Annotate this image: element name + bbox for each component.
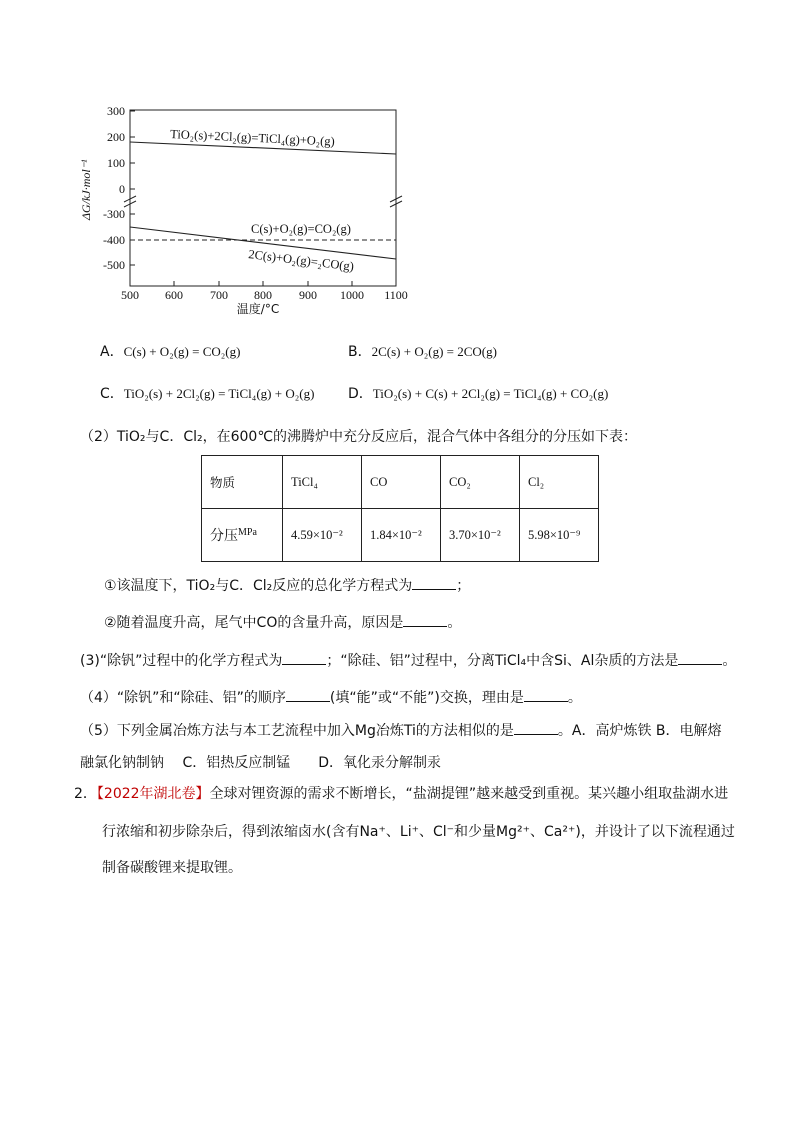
q2-sub2 <box>104 612 461 632</box>
q3-part3: 。 <box>722 653 737 669</box>
source-tag: 【2022年湖北卷】 <box>96 786 210 802</box>
option-a-letter: A． <box>100 344 124 360</box>
table-row-label <box>202 509 283 562</box>
q5-line1-options: 。A．高炉炼铁 B．电解熔 <box>557 723 722 739</box>
row-label-text: 分压 <box>210 528 238 544</box>
x-tick-1100: 1100 <box>384 288 408 302</box>
problem2-line1 <box>74 783 728 803</box>
table-header-cell: Cl₂ <box>520 456 599 509</box>
table-row <box>202 509 599 562</box>
problem-number: 2． <box>74 786 97 802</box>
q2-sub1-end: ； <box>456 578 471 594</box>
answer-blank[interactable] <box>286 689 330 702</box>
q3 <box>80 650 736 670</box>
delta-g-chart <box>70 98 430 320</box>
partial-pressure-table <box>201 455 599 562</box>
table-header-cell: CO₂ <box>441 456 520 509</box>
option-d <box>348 383 608 403</box>
x-tick-1000: 1000 <box>340 288 364 302</box>
problem2-text: 全球对锂资源的需求不断增长，“盐湖提锂”越来越受到重视。某兴趣小组取盐湖水进 <box>209 786 729 802</box>
option-d-text: TiO₂(s) + C(s) + 2Cl₂(g) = TiCl₄(g) + CO₂(g) <box>372 386 609 401</box>
option-c-text: TiO₂(s) + 2Cl₂(g) = TiCl₄(g) + O₂(g) <box>123 386 315 401</box>
answer-blank[interactable] <box>678 652 722 665</box>
problem2-line3: 制备碳酸锂来提取锂。 <box>102 860 242 876</box>
x-axis-label: 温度/°C <box>236 302 280 316</box>
answer-blank[interactable] <box>514 722 558 735</box>
option-a-text: C(s) + O₂(g) = CO₂(g) <box>123 344 241 359</box>
y-axis-label: ΔG/kJ·mol⁻¹ <box>79 159 93 220</box>
q5-line1 <box>80 720 722 740</box>
option-c-letter: C． <box>100 386 124 402</box>
answer-blank[interactable] <box>412 577 456 590</box>
x-tick-900: 900 <box>299 288 317 302</box>
x-tick-800: 800 <box>254 288 272 302</box>
table-cell: 3.70×10⁻² <box>441 509 520 562</box>
line2-label: C(s)+O₂(g)=CO₂(g) <box>251 222 351 236</box>
y-tick-neg300: -300 <box>103 207 125 221</box>
option-d-letter: D． <box>348 386 373 402</box>
option-b <box>348 341 497 361</box>
line1-label: TiO₂(s)+2Cl₂(g)=TiCl₄(g)+O₂(g) <box>169 127 336 149</box>
table-header-cell: TiCl₄ <box>283 456 362 509</box>
option-b-text: 2C(s) + O₂(g) = 2CO(g) <box>371 344 497 359</box>
problem2-line2: 行浓缩和初步除杂后，得到浓缩卤水(含有Na⁺、Li⁺、Cl⁻和少量Mg²⁺、Ca²⁺)，并设计了以下流程通过 <box>102 824 735 840</box>
line3-label: 2C(s)+O₂(g)=₂CO(g) <box>247 247 355 274</box>
table-row <box>202 456 599 509</box>
q3-part2: ；“除硅、铝”过程中，分离TiCl₄中含Si、Al杂质的方法是 <box>326 653 679 669</box>
q5-line1-text: （5）下列金属冶炼方法与本工艺流程中加入Mg冶炼Ti的方法相似的是 <box>80 723 514 739</box>
q2-sub1 <box>104 575 470 595</box>
table-header-cell: 物质 <box>202 456 283 509</box>
answer-blank[interactable] <box>282 652 326 665</box>
x-tick-700: 700 <box>210 288 228 302</box>
q2-sub2-text: ②随着温度升高，尾气中CO的含量升高，原因是 <box>104 615 404 631</box>
table-header-cell: CO <box>362 456 441 509</box>
q5-line2: 融氯化钠制钠 C．铝热反应制锰 D．氧化汞分解制汞 <box>80 755 442 771</box>
table-cell: 1.84×10⁻² <box>362 509 441 562</box>
y-tick-100: 100 <box>107 156 125 170</box>
option-c <box>100 383 314 403</box>
q3-part1: (3)“除钒”过程中的化学方程式为 <box>80 653 283 669</box>
q2-sub1-text: ①该温度下，TiO₂与C．Cl₂反应的总化学方程式为 <box>104 578 413 594</box>
answer-blank[interactable] <box>524 689 568 702</box>
q4-part1: （4）“除钒”和“除硅、铝”的顺序 <box>80 690 286 706</box>
q2-sub2-end: 。 <box>447 615 462 631</box>
option-b-letter: B． <box>348 344 372 360</box>
row-unit: MPa <box>238 526 257 538</box>
x-tick-600: 600 <box>165 288 183 302</box>
y-tick-300: 300 <box>107 104 125 118</box>
table-cell: 4.59×10⁻² <box>283 509 362 562</box>
q2-intro: （2）TiO₂与C．Cl₂，在600℃的沸腾炉中充分反应后，混合气体中各组分的分压如下表： <box>80 429 638 445</box>
answer-blank[interactable] <box>403 614 447 627</box>
q4-part2: (填“能”或“不能”)交换，理由是 <box>329 690 524 706</box>
q4-part3: 。 <box>567 690 582 706</box>
y-tick-0: 0 <box>119 182 125 196</box>
y-tick-neg500: -500 <box>103 258 125 272</box>
y-tick-200: 200 <box>107 130 125 144</box>
x-tick-500: 500 <box>121 288 139 302</box>
table-cell: 5.98×10⁻⁹ <box>520 509 599 562</box>
q4 <box>80 687 582 707</box>
option-a <box>100 341 240 361</box>
y-tick-neg400: -400 <box>103 233 125 247</box>
